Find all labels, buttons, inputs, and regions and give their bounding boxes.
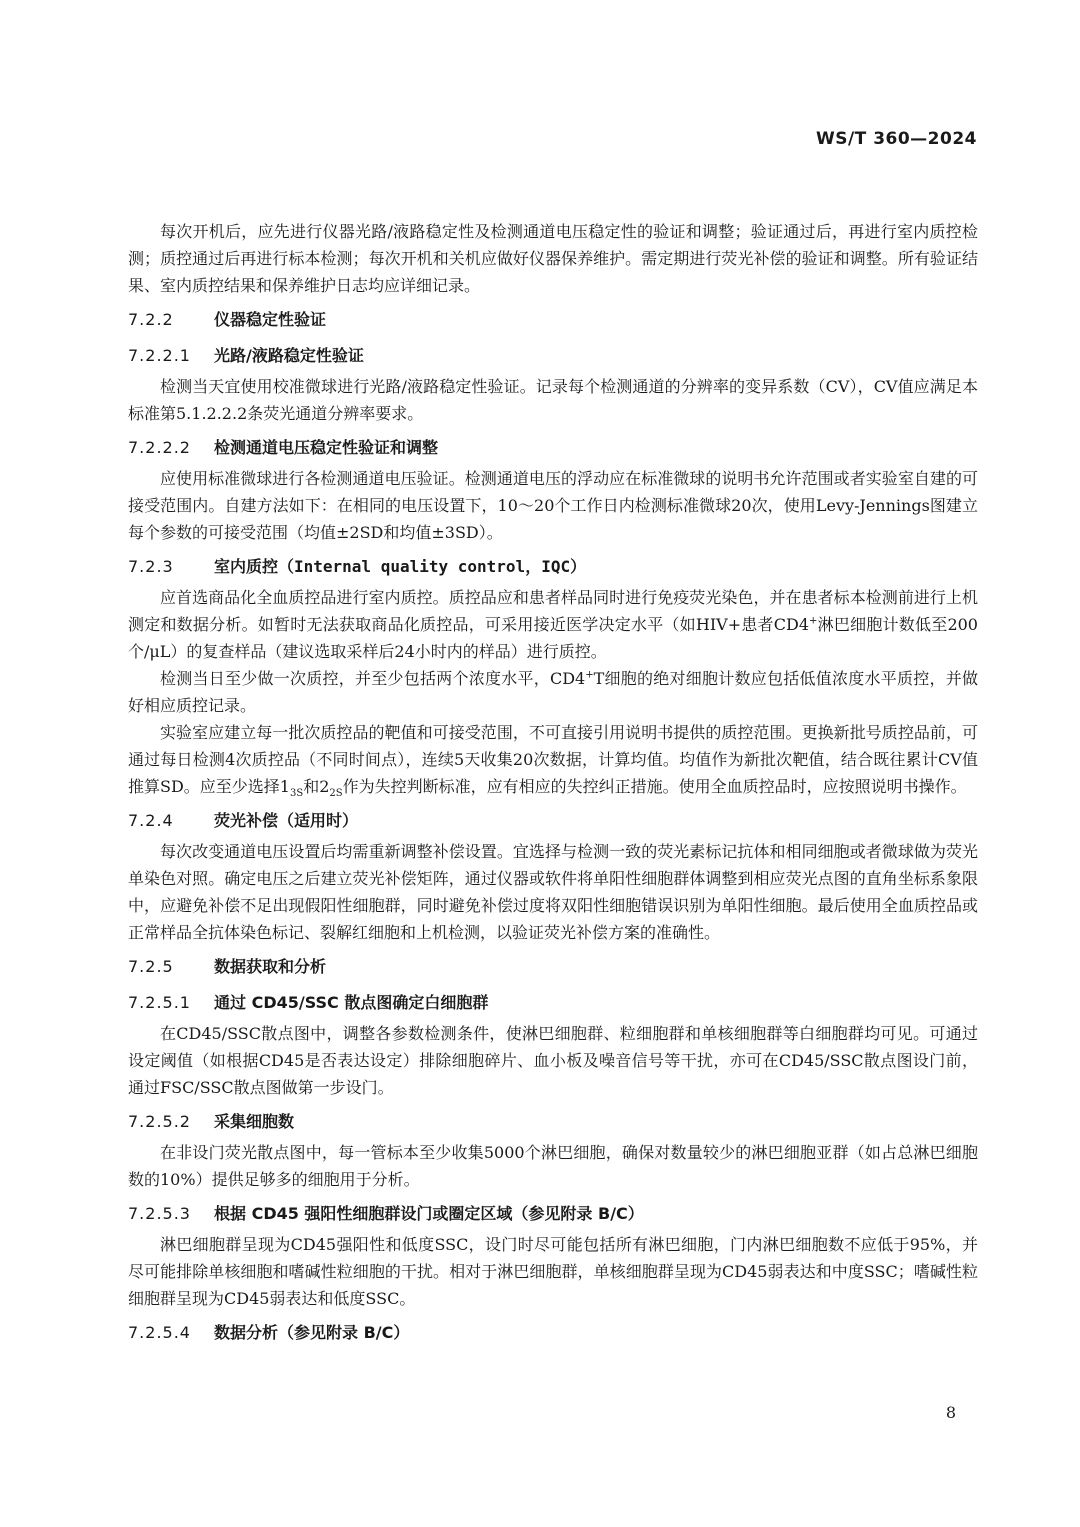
section-7-2-5-4-heading [128, 1318, 978, 1348]
section-7-2-5-1-heading [128, 988, 978, 1018]
paragraph-cd45-ssc: 在CD45/SSC散点图中，调整各参数检测条件，使淋巴细胞群、粒细胞群和单核细胞群等白细胞群均可见。可通过设定阈值（如根据CD45是否表达设定）排除细胞碎片、血小板及噪音信号等干扰，亦可在CD45/SSC散点图设门前，通过FSC/SSC散点图做第一步设门。 [128, 1024, 978, 1097]
section-number: 7.2.2.2 [128, 438, 191, 457]
section-number: 7.2.2.1 [128, 346, 191, 365]
section-number: 7.2.3 [128, 557, 174, 576]
standard-code: WS/T 360—2024 [815, 129, 977, 149]
paragraph-iqc-2: 检测当日至少做一次质控，并至少包括两个浓度水平，CD4+T细胞的绝对细胞计数应包括低值浓度水平质控，并做好相应质控记录。 [128, 669, 978, 715]
section-7-2-4-heading [128, 806, 978, 836]
paragraph-cell-count: 在非设门荧光散点图中，每一管标本至少收集5000个淋巴细胞，确保对数量较少的淋巴细胞亚群（如占总淋巴细胞数的10%）提供足够多的细胞用于分析。 [128, 1143, 978, 1189]
section-title: 数据分析（参见附录 B/C） [214, 1323, 410, 1342]
paragraph-startup: 每次开机后，应先进行仪器光路/液路稳定性及检测通道电压稳定性的验证和调整；验证通过后，再进行室内质控检测；质控通过后再进行标本检测；每次开机和关机应做好仪器保养维护。需定期进行荧光补偿的验证和调整。所有验证结果、室内质控结果和保养维护日志均应详细记录。 [128, 222, 978, 295]
section-7-2-2-heading [128, 305, 978, 335]
section-title: 光路/液路稳定性验证 [214, 346, 364, 365]
section-title: 数据获取和分析 [214, 957, 327, 976]
section-number: 7.2.5.1 [128, 993, 191, 1012]
section-number: 7.2.2 [128, 310, 174, 329]
section-7-2-2-1-heading [128, 341, 978, 371]
section-number: 7.2.5 [128, 957, 174, 976]
section-number: 7.2.4 [128, 811, 174, 830]
document-body [128, 218, 978, 1350]
paragraph-optical-stability: 检测当天宜使用校准微球进行光路/液路稳定性验证。记录每个检测通道的分辨率的变异系数（CV），CV值应满足本标准第5.1.2.2.2条荧光通道分辨率要求。 [128, 377, 978, 423]
section-number: 7.2.5.4 [128, 1323, 191, 1342]
section-title: 荧光补偿（适用时） [214, 811, 359, 830]
section-title: 通过 CD45/SSC 散点图确定白细胞群 [214, 993, 489, 1012]
page-number: 8 [945, 1403, 956, 1422]
section-7-2-5-heading [128, 952, 978, 982]
section-title: 仪器稳定性验证 [214, 310, 327, 329]
paragraph-gating: 淋巴细胞群呈现为CD45强阳性和低度SSC，设门时尽可能包括所有淋巴细胞，门内淋巴细胞数不应低于95%，并尽可能排除单核细胞和嗜碱性粒细胞的干扰。相对于淋巴细胞群，单核细胞群呈现为CD45弱表达和中度SSC；嗜碱性粒细胞群呈现为CD45弱表达和低度SSC。 [128, 1235, 978, 1308]
paragraph-iqc-3: 实验室应建立每一批次质控品的靶值和可接受范围，不可直接引用说明书提供的质控范围。更换新批号质控品前，可通过每日检测4次质控品（不同时间点），连续5天收集20次数据，计算均值。均值作为新批次靶值，结合既往累计CV值推算SD。应至少选择$1_{3S}$和$2_{2S}$作为失控判断标准，应有相应的失控纠正措施。使用全血质控品时，应按照说明书操作。 [128, 723, 978, 800]
section-number: 7.2.5.2 [128, 1112, 191, 1131]
paragraph-iqc-1: 应首选商品化全血质控品进行室内质控。质控品应和患者样品同时进行免疫荧光染色，并在患者标本检测前进行上机测定和数据分析。如暂时无法获取商品化质控品，可采用接近医学决定水平（如HIV+患者CD4+淋巴细胞计数低至200个/μL）的复查样品（建议选取采样后24小时内的样品）进行质控。 [128, 588, 978, 661]
section-title: 室内质控（Internal quality control，IQC） [214, 557, 587, 576]
section-number: 7.2.5.3 [128, 1204, 191, 1223]
section-title: 检测通道电压稳定性验证和调整 [214, 438, 439, 457]
section-7-2-5-3-heading [128, 1199, 978, 1229]
paragraph-voltage-stability: 应使用标准微球进行各检测通道电压验证。检测通道电压的浮动应在标准微球的说明书允许范围或者实验室自建的可接受范围内。自建方法如下：在相同的电压设置下，10～20个工作日内检测标准微球20次，使用Levy-Jennings图建立每个参数的可接受范围（均值±2SD和均值±3SD）。 [128, 469, 978, 542]
section-title: 根据 CD45 强阳性细胞群设门或圈定区域（参见附录 B/C） [214, 1204, 644, 1223]
section-7-2-2-2-heading [128, 433, 978, 463]
section-7-2-5-2-heading [128, 1107, 978, 1137]
section-title: 采集细胞数 [214, 1112, 295, 1131]
section-7-2-3-heading [128, 552, 978, 582]
paragraph-compensation: 每次改变通道电压设置后均需重新调整补偿设置。宜选择与检测一致的荧光素标记抗体和相同细胞或者微球做为荧光单染色对照。确定电压之后建立荧光补偿矩阵，通过仪器或软件将单阳性细胞群体调整到相应荧光点图的直角坐标系象限中，应避免补偿不足出现假阳性细胞群，同时避免补偿过度将双阳性细胞错误识别为单阳性细胞。最后使用全血质控品或正常样品全抗体染色标记、裂解红细胞和上机检测，以验证荧光补偿方案的准确性。 [128, 842, 978, 942]
